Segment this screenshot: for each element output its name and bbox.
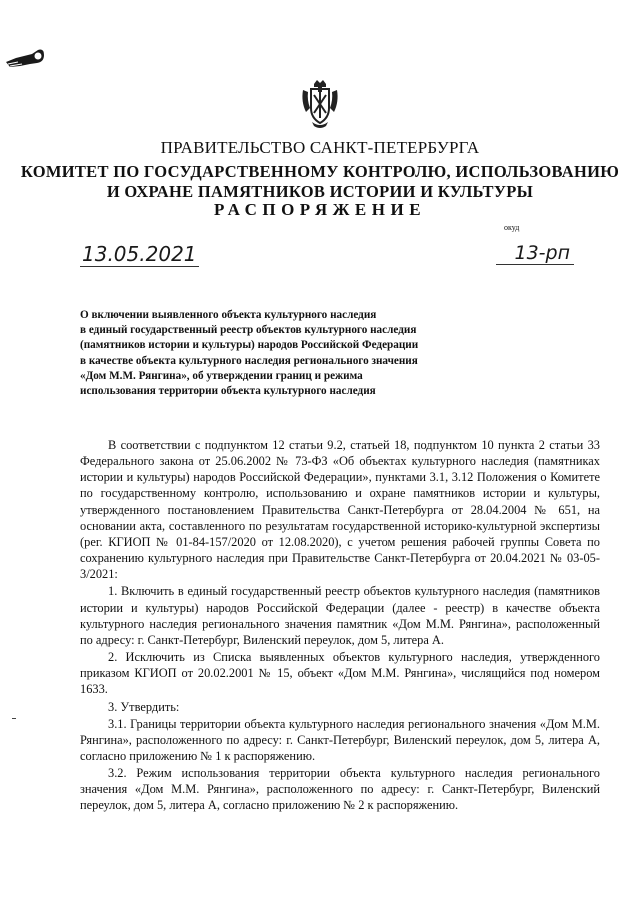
order-item-3-2: 3.2. Режим использования территории объекта культурного наследия регионального значения «Дом М.М. Рянгина», расположенного по адресу: г. Санкт-Петербург, Виленский переулок, дом 5, литера А, согласно приложению № 2 к распоряжению. [80,766,600,813]
document-type: РАСПОРЯЖЕНИЕ [213,200,427,219]
subject-line: «Дом М.М. Рянгина», об утверждении границ и режима [80,369,363,382]
subject-line: в единый государственный реестр объектов культурного наследия [80,324,417,337]
order-item-3: 3. Утвердить: [108,699,180,714]
preamble-paragraph: В соответствии с подпунктом 12 статьи 9.2, статьей 18, подпунктом 10 пункта 2 статьи 33 Федерального закона от 25.06.2002 № 73-ФЗ «Об объектах культурного наследия (памятниках истории и культуры) народов Российской Федерации», пунктами 3.1, 3.12 Положения о Комитете по государственному контролю, использованию и охране памятников истории и культуры, утвержденного постановлением Правительства Санкт-Петербурга от 28.04.2004 № 651, на основании акта, составленного по результатам государственной историко-культурной экспертизы (рег. КГИОП № 01-84-157/2020 от 12.08.2020), с учетом решения рабочей группы Совета по сохранению культурного наследия при Правительстве Санкт-Петербурга от 20.04.2021 № 03-05-3/2021: [80,438,600,582]
document-date: 13.05.2021 [82,242,197,266]
subject-line: О включении выявленного объекта культурного наследия [80,309,377,321]
order-item-2: 2. Исключить из Списка выявленных объектов культурного наследия, утвержденного приказом КГИОП от 20.02.2001 № 15, объект «Дом М.М. Рянгина», числящийся под номером 1633. [80,650,600,697]
coat-of-arms-emblem [300,78,340,130]
subject-line: использования территории объекта культурного наследия [80,385,376,398]
okud-label: окуд [504,223,520,232]
document-subject [80,308,520,399]
government-name: ПРАВИТЕЛЬСТВО САНКТ-ПЕТЕРБУРГА [160,138,480,157]
subject-line: в качестве объекта культурного наследия регионального значения [80,354,418,367]
document-body [80,437,600,815]
document-number: 13-рп [496,242,574,265]
margin-tick [12,718,16,719]
committee-name-line: КОМИТЕТ ПО ГОСУДАРСТВЕННОМУ КОНТРОЛЮ, ИСПОЛЬЗОВАНИЮ [20,162,620,181]
subject-line: (памятников истории и культуры) народов Российской Федерации [80,339,419,352]
committee-name-line: И ОХРАНЕ ПАМЯТНИКОВ ИСТОРИИ И КУЛЬТУРЫ [106,182,534,201]
order-item-1: 1. Включить в единый государственный реестр объектов культурного наследия (памятников истории и культуры) народов Российской Федерации (далее - реестр) в качестве объекта культурного наследия регионального значения памятник «Дом М.М. Рянгина», расположенный по адресу: г. Санкт-Петербург, Виленский переулок, дом 5, литера А. [80,584,600,647]
order-item-3-1: 3.1. Границы территории объекта культурного наследия регионального значения «Дом М.М. Рянгина», расположенного по адресу: г. Санкт-Петербург, Виленский переулок, дом 5, литера А, согласно приложению № 1 к распоряжению. [80,716,600,763]
committee-name [0,162,640,202]
registration-stamp-mark [4,42,46,72]
